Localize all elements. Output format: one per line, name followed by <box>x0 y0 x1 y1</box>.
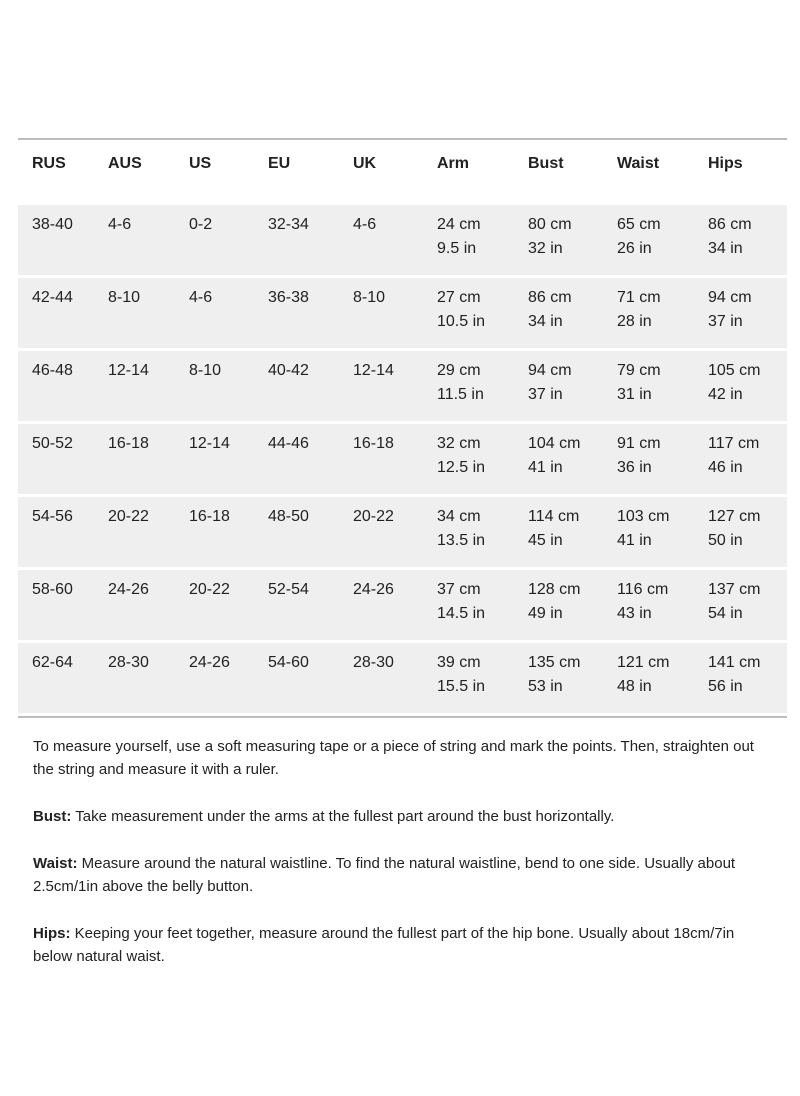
cell-arm-in: 15.5 in <box>437 678 486 695</box>
cell-aus: 12-14 <box>108 362 149 379</box>
cell-waist <box>617 505 669 553</box>
cell-aus: 16-18 <box>108 435 149 452</box>
cell-bust-cm: 86 cm <box>528 289 572 306</box>
cell-eu: 36-38 <box>268 289 309 306</box>
cell-arm-in: 13.5 in <box>437 532 486 549</box>
cell-uk: 4-6 <box>353 216 377 233</box>
cell-rus: 50-52 <box>32 435 73 452</box>
header-eu: EU <box>268 155 291 172</box>
cell-bust-cm: 80 cm <box>528 216 572 233</box>
cell-eu: 40-42 <box>268 362 309 379</box>
intro-paragraph: To measure yourself, use a soft measuring tape or a piece of string and mark the points. Then, straighten out the string and measure it with a ruler. <box>33 738 754 778</box>
cell-hips-cm: 127 cm <box>708 508 761 525</box>
cell-us: 4-6 <box>189 289 213 306</box>
cell-arm-cm: 39 cm <box>437 654 481 671</box>
cell-waist-cm: 116 cm <box>617 581 669 598</box>
cell-waist-in: 31 in <box>617 386 652 403</box>
cell-eu: 48-50 <box>268 508 309 525</box>
cell-arm-cm: 24 cm <box>437 216 481 233</box>
cell-arm <box>437 359 484 407</box>
waist-text: Measure around the natural waistline. To find the natural waistline, bend to one side. Usually about 2.5cm/1in above the belly button. <box>33 855 736 895</box>
cell-bust <box>528 505 579 553</box>
bust-text: Take measurement under the arms at the fullest part around the bust horizontally. <box>71 808 615 825</box>
cell-arm-in: 12.5 in <box>437 459 486 476</box>
cell-aus: 8-10 <box>108 289 141 306</box>
cell-hips-cm: 137 cm <box>708 581 761 598</box>
cell-waist <box>617 359 661 407</box>
cell-rus: 54-56 <box>32 508 73 525</box>
cell-bust <box>528 359 572 407</box>
cell-hips-in: 34 in <box>708 240 743 257</box>
cell-hips <box>708 286 752 334</box>
cell-bust-cm: 114 cm <box>528 508 580 525</box>
cell-us: 0-2 <box>189 216 213 233</box>
cell-uk: 28-30 <box>353 654 394 671</box>
cell-rus: 58-60 <box>32 581 73 598</box>
cell-uk: 8-10 <box>353 289 386 306</box>
cell-rus: 46-48 <box>32 362 73 379</box>
cell-aus: 24-26 <box>108 581 149 598</box>
cell-bust-in: 32 in <box>528 240 563 257</box>
cell-hips <box>708 578 760 626</box>
cell-waist <box>617 286 661 334</box>
header-arm: Arm <box>437 155 470 172</box>
header-bust: Bust <box>528 155 564 172</box>
table-bottom-rule <box>18 716 787 718</box>
cell-bust-in: 49 in <box>528 605 563 622</box>
cell-hips <box>708 432 759 480</box>
cell-arm <box>437 213 481 261</box>
bust-paragraph <box>33 805 773 828</box>
cell-us: 8-10 <box>189 362 222 379</box>
table-row <box>18 278 787 351</box>
cell-bust-cm: 128 cm <box>528 581 581 598</box>
cell-waist-cm: 65 cm <box>617 216 661 233</box>
cell-bust <box>528 651 580 699</box>
cell-eu: 54-60 <box>268 654 309 671</box>
cell-us: 16-18 <box>189 508 230 525</box>
cell-uk: 16-18 <box>353 435 394 452</box>
cell-waist-in: 48 in <box>617 678 652 695</box>
cell-waist-cm: 121 cm <box>617 654 670 671</box>
cell-waist-in: 28 in <box>617 313 652 330</box>
cell-hips-in: 50 in <box>708 532 743 549</box>
cell-aus: 28-30 <box>108 654 149 671</box>
table-row <box>18 351 787 424</box>
cell-bust <box>528 578 580 626</box>
cell-arm-cm: 29 cm <box>437 362 481 379</box>
cell-arm <box>437 432 485 480</box>
cell-waist-in: 43 in <box>617 605 652 622</box>
waist-label: Waist: <box>33 855 78 872</box>
cell-bust <box>528 432 580 480</box>
cell-arm <box>437 651 485 699</box>
hips-text: Keeping your feet together, measure around the fullest part of the hip bone. Usually about 18cm/7in below natural waist. <box>33 925 735 965</box>
cell-us: 20-22 <box>189 581 230 598</box>
cell-waist <box>617 578 668 626</box>
hips-paragraph <box>33 922 773 968</box>
header-rus: RUS <box>32 155 66 172</box>
cell-us: 12-14 <box>189 435 230 452</box>
cell-arm-cm: 37 cm <box>437 581 481 598</box>
cell-waist <box>617 432 661 480</box>
header-us: US <box>189 155 212 172</box>
cell-hips-in: 37 in <box>708 313 743 330</box>
cell-hips-cm: 86 cm <box>708 216 752 233</box>
cell-hips <box>708 651 760 699</box>
table-row <box>18 570 787 643</box>
table-header-row <box>18 138 787 205</box>
cell-bust-in: 41 in <box>528 459 563 476</box>
cell-arm <box>437 286 485 334</box>
cell-uk: 20-22 <box>353 508 394 525</box>
cell-bust-in: 53 in <box>528 678 563 695</box>
cell-hips-cm: 105 cm <box>708 362 761 379</box>
cell-waist-cm: 71 cm <box>617 289 661 306</box>
cell-bust-in: 34 in <box>528 313 563 330</box>
cell-aus: 20-22 <box>108 508 149 525</box>
cell-hips-in: 46 in <box>708 459 743 476</box>
cell-rus: 38-40 <box>32 216 73 233</box>
cell-waist-in: 36 in <box>617 459 652 476</box>
header-hips: Hips <box>708 155 743 172</box>
cell-bust-in: 45 in <box>528 532 563 549</box>
cell-waist-in: 41 in <box>617 532 652 549</box>
size-chart-table <box>18 138 787 718</box>
cell-hips <box>708 359 760 407</box>
cell-uk: 24-26 <box>353 581 394 598</box>
cell-hips <box>708 213 752 261</box>
cell-hips-cm: 117 cm <box>708 435 760 452</box>
header-waist: Waist <box>617 155 660 172</box>
table-row <box>18 205 787 278</box>
cell-hips-in: 42 in <box>708 386 743 403</box>
table-row <box>18 424 787 497</box>
cell-eu: 44-46 <box>268 435 309 452</box>
cell-arm-cm: 27 cm <box>437 289 481 306</box>
cell-waist <box>617 213 661 261</box>
cell-bust-in: 37 in <box>528 386 563 403</box>
cell-hips-in: 54 in <box>708 605 743 622</box>
cell-bust <box>528 286 572 334</box>
cell-waist-in: 26 in <box>617 240 652 257</box>
cell-rus: 42-44 <box>32 289 73 306</box>
cell-eu: 52-54 <box>268 581 309 598</box>
cell-eu: 32-34 <box>268 216 309 233</box>
waist-paragraph <box>33 852 773 898</box>
cell-arm-in: 10.5 in <box>437 313 486 330</box>
cell-aus: 4-6 <box>108 216 132 233</box>
cell-waist-cm: 79 cm <box>617 362 661 379</box>
cell-arm-cm: 32 cm <box>437 435 481 452</box>
hips-label: Hips: <box>33 925 71 942</box>
measurement-notes <box>33 735 773 992</box>
header-uk: UK <box>353 155 377 172</box>
cell-bust-cm: 135 cm <box>528 654 581 671</box>
cell-hips-cm: 94 cm <box>708 289 752 306</box>
header-aus: AUS <box>108 155 142 172</box>
cell-rus: 62-64 <box>32 654 73 671</box>
bust-label: Bust: <box>33 808 72 825</box>
cell-waist-cm: 91 cm <box>617 435 661 452</box>
cell-bust-cm: 94 cm <box>528 362 572 379</box>
cell-arm-in: 11.5 in <box>437 386 484 403</box>
cell-arm <box>437 505 485 553</box>
cell-arm-in: 14.5 in <box>437 605 486 622</box>
cell-bust-cm: 104 cm <box>528 435 581 452</box>
cell-arm-in: 9.5 in <box>437 240 477 257</box>
cell-uk: 12-14 <box>353 362 394 379</box>
cell-hips-cm: 141 cm <box>708 654 761 671</box>
cell-us: 24-26 <box>189 654 230 671</box>
table-row <box>18 643 787 716</box>
cell-hips <box>708 505 760 553</box>
cell-waist <box>617 651 669 699</box>
cell-waist-cm: 103 cm <box>617 508 670 525</box>
cell-arm <box>437 578 485 626</box>
cell-arm-cm: 34 cm <box>437 508 481 525</box>
cell-bust <box>528 213 572 261</box>
table-row <box>18 497 787 570</box>
cell-hips-in: 56 in <box>708 678 743 695</box>
